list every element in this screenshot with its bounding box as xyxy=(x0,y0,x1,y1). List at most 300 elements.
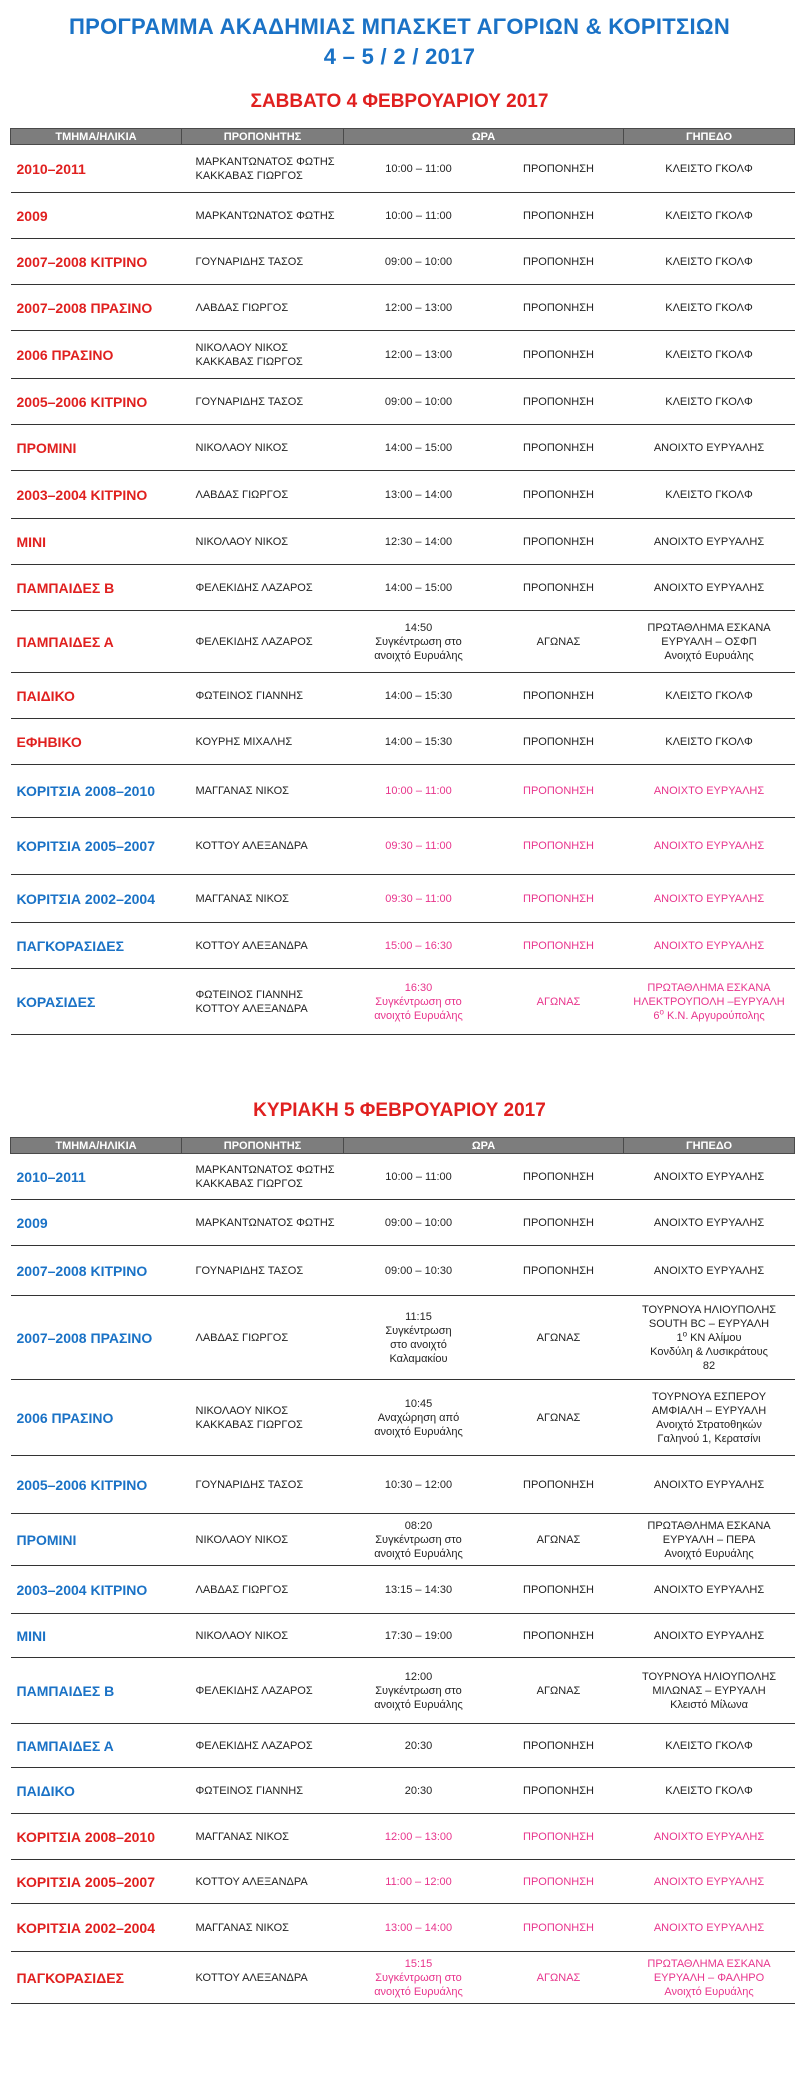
text-line: ΝΙΚΟΛΑΟΥ ΝΙΚΟΣ xyxy=(195,1533,289,1546)
venue-cell xyxy=(624,193,795,239)
text-line: ΝΙΚΟΛΑΟΥ ΝΙΚΟΣ xyxy=(195,341,289,354)
time-cell xyxy=(344,471,494,519)
activity-type-cell: ΠΡΟΠΟΝΗΣΗ xyxy=(494,519,624,565)
category-cell: 2010–2011 xyxy=(11,1154,182,1200)
coach-cell xyxy=(182,1566,344,1614)
table-row xyxy=(11,1814,795,1860)
time-cell xyxy=(344,425,494,471)
activity-type-cell: ΠΡΟΠΟΝΗΣΗ xyxy=(494,1614,624,1658)
text-line: ΑΝΟΙΧΤΟ ΕΥΡΥΑΛΗΣ xyxy=(653,1830,765,1843)
text-line: ΝΙΚΟΛΑΟΥ ΝΙΚΟΣ xyxy=(195,1404,289,1417)
venue-cell xyxy=(624,875,795,923)
activity-type-cell: ΠΡΟΠΟΝΗΣΗ xyxy=(494,425,624,471)
text-line: ΑΝΟΙΧΤΟ ΕΥΡΥΑΛΗΣ xyxy=(653,1629,765,1642)
time-cell xyxy=(344,1724,494,1768)
venue-cell xyxy=(624,1768,795,1814)
column-header-coach: ΠΡΟΠΟΝΗΤΗΣ xyxy=(182,129,344,145)
activity-type-cell: ΠΡΟΠΟΝΗΣΗ xyxy=(494,1154,624,1200)
text-line: ΝΙΚΟΛΑΟΥ ΝΙΚΟΣ xyxy=(195,441,289,454)
text-line: ΜΑΡΚΑΝΤΩΝΑΤΟΣ ΦΩΤΗΣ xyxy=(195,1163,335,1176)
activity-type-cell: ΑΓΩΝΑΣ xyxy=(494,1296,624,1380)
time-cell xyxy=(344,923,494,969)
activity-type-cell: ΑΓΩΝΑΣ xyxy=(494,1952,624,2004)
time-cell xyxy=(344,1860,494,1904)
text-line: ΜΑΡΚΑΝΤΩΝΑΤΟΣ ΦΩΤΗΣ xyxy=(195,209,335,222)
text-line: Συγκέντρωση στο xyxy=(375,1533,462,1546)
text-line: ΚΟΤΤΟΥ ΑΛΕΞΑΝΔΡΑ xyxy=(195,840,308,852)
coach-cell xyxy=(182,969,344,1035)
category-cell: ΚΟΡΙΤΣΙΑ 2002–2004 xyxy=(11,875,182,923)
text-line: Γαληνού 1, Κερατσίνι xyxy=(657,1432,761,1445)
text-line: 09:00 – 10:00 xyxy=(384,395,453,408)
coach-cell xyxy=(182,1154,344,1200)
venue-cell xyxy=(624,1904,795,1952)
category-cell: ΚΟΡΙΤΣΙΑ 2008–2010 xyxy=(11,1814,182,1860)
text-line: 09:00 – 10:30 xyxy=(384,1264,453,1277)
activity-type-cell: ΠΡΟΠΟΝΗΣΗ xyxy=(494,673,624,719)
activity-type-cell: ΠΡΟΠΟΝΗΣΗ xyxy=(494,565,624,611)
text-line: 14:00 – 15:30 xyxy=(384,735,453,748)
text-line: ΕΥΡΥΑΛΗ – ΟΣΦΠ xyxy=(661,635,757,648)
coach-cell xyxy=(182,1614,344,1658)
venue-cell xyxy=(624,1296,795,1380)
table-row xyxy=(11,565,795,611)
text-line: 17:30 – 19:00 xyxy=(384,1629,453,1642)
time-cell xyxy=(344,331,494,379)
text-line: ΓΟΥΝΑΡΙΔΗΣ ΤΑΣΟΣ xyxy=(195,395,304,408)
text-line: ΜΑΡΚΑΝΤΩΝΑΤΟΣ ΦΩΤΗΣ xyxy=(195,155,335,168)
time-cell xyxy=(344,1814,494,1860)
activity-type-cell: ΠΡΟΠΟΝΗΣΗ xyxy=(494,193,624,239)
column-header-category: ΤΜΗΜΑ/ΗΛΙΚΙΑ xyxy=(11,1138,182,1154)
coach-cell xyxy=(182,331,344,379)
time-cell xyxy=(344,1514,494,1566)
coach-cell xyxy=(182,1768,344,1814)
coach-cell xyxy=(182,923,344,969)
text-line: ΦΕΛΕΚΙΔΗΣ ΛΑΖΑΡΟΣ xyxy=(195,635,313,648)
text-line: ΦΕΛΕΚΙΔΗΣ ΛΑΖΑΡΟΣ xyxy=(195,581,313,594)
time-cell xyxy=(344,193,494,239)
text-line: στο ανοιχτό xyxy=(390,1338,447,1351)
category-cell: 2009 xyxy=(11,1200,182,1246)
text-line: ΤΟΥΡΝΟΥΑ ΗΛΙΟΥΠΟΛΗΣ xyxy=(641,1303,777,1316)
venue-cell xyxy=(624,611,795,673)
venue-cell xyxy=(624,1380,795,1456)
text-line: ΑΜΦΙΑΛΗ – ΕΥΡΥΑΛΗ xyxy=(651,1404,767,1417)
text-line: Συγκέντρωση στο xyxy=(375,635,462,648)
text-line: ΑΝΟΙΧΤΟ ΕΥΡΥΑΛΗΣ xyxy=(653,441,765,454)
table-row xyxy=(11,425,795,471)
table-row xyxy=(11,765,795,818)
activity-type-cell: ΠΡΟΠΟΝΗΣΗ xyxy=(494,379,624,425)
text-line: ΑΝΟΙΧΤΟ ΕΥΡΥΑΛΗΣ xyxy=(653,535,765,548)
time-cell xyxy=(344,1456,494,1514)
venue-cell xyxy=(624,818,795,875)
venue-cell xyxy=(624,425,795,471)
text-line: ΑΝΟΙΧΤΟ ΕΥΡΥΑΛΗΣ xyxy=(653,1583,765,1596)
category-cell: ΜΙΝΙ xyxy=(11,519,182,565)
text-line: 82 xyxy=(702,1359,716,1372)
text-line: ΛΑΒΔΑΣ ΓΙΩΡΓΟΣ xyxy=(195,1331,289,1344)
activity-type-cell: ΠΡΟΠΟΝΗΣΗ xyxy=(494,923,624,969)
text-line: SOUTH BC – ΕΥΡΥΑΛΗ xyxy=(648,1317,770,1330)
column-header-venue: ΓΗΠΕΔΟ xyxy=(624,129,795,145)
time-cell xyxy=(344,1566,494,1614)
day-title-saturday: ΣΑΒΒΑΤΟ 4 ΦΕΒΡΟΥΑΡΙΟΥ 2017 xyxy=(250,91,549,112)
time-cell xyxy=(344,1768,494,1814)
time-cell xyxy=(344,1246,494,1296)
category-cell: ΠΑΜΠΑΙΔΕΣ Α xyxy=(11,1724,182,1768)
text-line: ΚΟΤΤΟΥ ΑΛΕΞΑΝΔΡΑ xyxy=(195,939,308,952)
time-cell xyxy=(344,285,494,331)
text-line: Ανοιχτό Ευρυάλης xyxy=(664,1547,754,1560)
text-line: ανοιχτό Ευρυάλης xyxy=(374,1698,463,1711)
venue-cell xyxy=(624,1154,795,1200)
time-cell xyxy=(344,379,494,425)
venue-cell xyxy=(624,969,795,1035)
time-cell xyxy=(344,1200,494,1246)
text-line: ΑΝΟΙΧΤΟ ΕΥΡΥΑΛΗΣ xyxy=(653,1921,765,1934)
table-row xyxy=(11,611,795,673)
venue-cell xyxy=(624,145,795,193)
activity-type-cell: ΠΡΟΠΟΝΗΣΗ xyxy=(494,239,624,285)
text-line: ΗΛΕΚΤΡΟΥΠΟΛΗ –ΕΥΡΥΑΛΗ xyxy=(633,995,785,1008)
activity-type-cell: ΠΡΟΠΟΝΗΣΗ xyxy=(494,145,624,193)
activity-type-cell: ΠΡΟΠΟΝΗΣΗ xyxy=(494,471,624,519)
text-line: ΓΟΥΝΑΡΙΔΗΣ ΤΑΣΟΣ xyxy=(195,1264,304,1277)
text-line: 11:15 xyxy=(405,1310,432,1323)
text-line: Ανοιχτό Ευρυάλης xyxy=(664,1985,754,1998)
activity-type-cell: ΠΡΟΠΟΝΗΣΗ xyxy=(494,1456,624,1514)
text-line: 09:00 – 10:00 xyxy=(384,1216,453,1229)
text-line: ΚΟΤΤΟΥ ΑΛΕΞΑΝΔΡΑ xyxy=(195,1002,308,1015)
text-line: ΜΙΛΩΝΑΣ – ΕΥΡΥΑΛΗ xyxy=(652,1684,766,1697)
text-line: ΑΝΟΙΧΤΟ ΕΥΡΥΑΛΗΣ xyxy=(653,892,765,905)
coach-cell xyxy=(182,1904,344,1952)
venue-cell xyxy=(624,923,795,969)
table-row xyxy=(11,719,795,765)
venue-cell xyxy=(624,1200,795,1246)
time-cell xyxy=(344,1380,494,1456)
table-header-row xyxy=(11,1138,795,1154)
coach-cell xyxy=(182,818,344,875)
table-row xyxy=(11,1724,795,1768)
activity-type-cell: ΑΓΩΝΑΣ xyxy=(494,969,624,1035)
text-line: Κονδύλη & Λυσικράτους xyxy=(650,1345,768,1358)
activity-type-cell: ΠΡΟΠΟΝΗΣΗ xyxy=(494,1566,624,1614)
text-line: 09:00 – 10:00 xyxy=(384,255,453,268)
text-line: ΚΑΚΚΑΒΑΣ ΓΙΩΡΓΟΣ xyxy=(195,169,303,182)
text-line: ΓΟΥΝΑΡΙΔΗΣ ΤΑΣΟΣ xyxy=(195,1478,304,1491)
text-line: ΑΝΟΙΧΤΟ ΕΥΡΥΑΛΗΣ xyxy=(653,581,765,594)
coach-cell xyxy=(182,1860,344,1904)
category-cell: 2003–2004 ΚΙΤΡΙΝΟ xyxy=(11,1566,182,1614)
text-line: 13:00 – 14:00 xyxy=(384,1921,453,1934)
text-line: Συγκέντρωση xyxy=(385,1324,452,1337)
text-line: ΛΑΒΔΑΣ ΓΙΩΡΓΟΣ xyxy=(195,301,289,314)
category-cell: 2005–2006 ΚΙΤΡΙΝΟ xyxy=(11,379,182,425)
text-line: Ανοιχτό Ευρυάλης xyxy=(664,649,754,662)
venue-cell xyxy=(624,719,795,765)
text-line: 10:00 – 11:00 xyxy=(385,162,452,175)
text-line: ΑΝΟΙΧΤΟ ΕΥΡΥΑΛΗΣ xyxy=(653,1478,765,1491)
text-line: ΑΝΟΙΧΤΟ ΕΥΡΥΑΛΗΣ xyxy=(653,1170,765,1183)
text-line: ΚΛΕΙΣΤΟ ΓΚΟΛΦ xyxy=(665,255,753,268)
text-line: ΚΛΕΙΣΤΟ ΓΚΟΛΦ xyxy=(665,348,753,361)
text-line: ΑΝΟΙΧΤΟ ΕΥΡΥΑΛΗΣ xyxy=(653,840,765,852)
venue-cell xyxy=(624,379,795,425)
text-line: $6^o$ Κ.Ν. Αργυρούπολης xyxy=(653,1006,765,1022)
text-line: $1^o$ ΚΝ Αλίμου xyxy=(676,1328,742,1344)
text-line: ΚΑΚΚΑΒΑΣ ΓΙΩΡΓΟΣ xyxy=(195,1418,303,1431)
text-line: ΚΛΕΙΣΤΟ ΓΚΟΛΦ xyxy=(665,1784,753,1797)
coach-cell xyxy=(182,1514,344,1566)
text-line: ΦΩΤΕΙΝΟΣ ΓΙΑΝΝΗΣ xyxy=(195,689,304,702)
table-row xyxy=(11,285,795,331)
coach-cell xyxy=(182,1724,344,1768)
table-row xyxy=(11,519,795,565)
text-line: 14:00 – 15:30 xyxy=(384,689,453,702)
text-line: ΤΟΥΡΝΟΥΑ ΗΛΙΟΥΠΟΛΗΣ xyxy=(641,1670,777,1683)
activity-type-cell: ΠΡΟΠΟΝΗΣΗ xyxy=(494,875,624,923)
category-cell: ΠΑΜΠΑΙΔΕΣ Β xyxy=(11,565,182,611)
text-line: ΦΩΤΕΙΝΟΣ ΓΙΑΝΝΗΣ xyxy=(195,1784,304,1797)
coach-cell xyxy=(182,765,344,818)
coach-cell xyxy=(182,1814,344,1860)
venue-cell xyxy=(624,519,795,565)
activity-type-cell: ΠΡΟΠΟΝΗΣΗ xyxy=(494,1860,624,1904)
category-cell: ΚΟΡΑΣΙΔΕΣ xyxy=(11,969,182,1035)
category-cell: ΚΟΡΙΤΣΙΑ 2002–2004 xyxy=(11,1904,182,1952)
table-row xyxy=(11,471,795,519)
time-cell xyxy=(344,1154,494,1200)
category-cell: 2007–2008 ΠΡΑΣΙΝΟ xyxy=(11,1296,182,1380)
text-line: ανοιχτό Ευρυάλης xyxy=(374,1985,463,1998)
text-line: 10:00 – 11:00 xyxy=(385,785,452,797)
text-line: ανοιχτό Ευρυάλης xyxy=(374,1425,463,1438)
text-line: ΜΑΓΓΑΝΑΣ ΝΙΚΟΣ xyxy=(195,1830,289,1843)
text-line: ΛΑΒΔΑΣ ΓΙΩΡΓΟΣ xyxy=(195,1583,289,1596)
column-header-coach: ΠΡΟΠΟΝΗΤΗΣ xyxy=(182,1138,344,1154)
category-cell: ΠΑΜΠΑΙΔΕΣ Α xyxy=(11,611,182,673)
venue-cell xyxy=(624,1514,795,1566)
text-line: ΚΛΕΙΣΤΟ ΓΚΟΛΦ xyxy=(665,162,753,175)
text-line: Κλειστό Μίλωνα xyxy=(670,1698,748,1711)
text-line: ΚΑΚΚΑΒΑΣ ΓΙΩΡΓΟΣ xyxy=(195,1177,303,1190)
text-line: ΜΑΓΓΑΝΑΣ ΝΙΚΟΣ xyxy=(195,785,289,797)
text-line: 12:00 xyxy=(404,1670,433,1683)
table-row xyxy=(11,1658,795,1724)
text-line: ΕΥΡΥΑΛΗ – ΠΕΡΑ xyxy=(662,1533,756,1546)
category-cell: ΕΦΗΒΙΚΟ xyxy=(11,719,182,765)
venue-cell xyxy=(624,1860,795,1904)
activity-type-cell: ΠΡΟΠΟΝΗΣΗ xyxy=(494,719,624,765)
activity-type-cell: ΠΡΟΠΟΝΗΣΗ xyxy=(494,285,624,331)
category-cell: ΚΟΡΙΤΣΙΑ 2005–2007 xyxy=(11,818,182,875)
text-line: Συγκέντρωση στο xyxy=(375,995,462,1008)
coach-cell xyxy=(182,1296,344,1380)
category-cell: 2007–2008 ΚΙΤΡΙΝΟ xyxy=(11,239,182,285)
text-line: Καλαμακίου xyxy=(389,1352,448,1365)
table-row xyxy=(11,1860,795,1904)
activity-type-cell: ΠΡΟΠΟΝΗΣΗ xyxy=(494,1814,624,1860)
coach-cell xyxy=(182,1200,344,1246)
table-row xyxy=(11,379,795,425)
time-cell xyxy=(344,519,494,565)
venue-cell xyxy=(624,1814,795,1860)
table-row xyxy=(11,1514,795,1566)
category-cell: 2006 ΠΡΑΣΙΝΟ xyxy=(11,331,182,379)
venue-cell xyxy=(624,1614,795,1658)
text-line: Συγκέντρωση στο xyxy=(375,1971,462,1984)
text-line: Αναχώρηση από xyxy=(377,1411,460,1424)
activity-type-cell: ΠΡΟΠΟΝΗΣΗ xyxy=(494,765,624,818)
category-cell: 2009 xyxy=(11,193,182,239)
text-line: 10:45 xyxy=(404,1397,433,1410)
category-cell: ΠΡΟΜΙΝΙ xyxy=(11,1514,182,1566)
coach-cell xyxy=(182,673,344,719)
text-line: ανοιχτό Ευρυάλης xyxy=(374,1009,463,1022)
coach-cell xyxy=(182,1380,344,1456)
text-line: ΚΛΕΙΣΤΟ ΓΚΟΛΦ xyxy=(665,209,753,222)
category-cell: ΜΙΝΙ xyxy=(11,1614,182,1658)
text-line: 14:00 – 15:00 xyxy=(384,441,453,454)
table-row xyxy=(11,818,795,875)
activity-type-cell: ΑΓΩΝΑΣ xyxy=(494,1658,624,1724)
text-line: ΑΝΟΙΧΤΟ ΕΥΡΥΑΛΗΣ xyxy=(653,1264,765,1277)
text-line: ανοιχτό Ευρυάλης xyxy=(374,1547,463,1560)
text-line: ΚΛΕΙΣΤΟ ΓΚΟΛΦ xyxy=(665,689,753,702)
venue-cell xyxy=(624,471,795,519)
text-line: ΠΡΩΤΑΘΛΗΜΑ ΕΣΚΑΝΑ xyxy=(647,981,771,994)
venue-cell xyxy=(624,239,795,285)
text-line: ΤΟΥΡΝΟΥΑ ΕΣΠΕΡΟΥ xyxy=(651,1390,767,1403)
coach-cell xyxy=(182,285,344,331)
column-header-venue: ΓΗΠΕΔΟ xyxy=(624,1138,795,1154)
coach-cell xyxy=(182,145,344,193)
table-row xyxy=(11,1614,795,1658)
text-line: ΑΝΟΙΧΤΟ ΕΥΡΥΑΛΗΣ xyxy=(653,785,765,797)
coach-cell xyxy=(182,379,344,425)
category-cell: ΠΑΙΔΙΚΟ xyxy=(11,673,182,719)
table-row xyxy=(11,1200,795,1246)
category-cell: 2007–2008 ΠΡΑΣΙΝΟ xyxy=(11,285,182,331)
schedule-table-saturday xyxy=(10,128,795,1035)
text-line: ΚΛΕΙΣΤΟ ΓΚΟΛΦ xyxy=(665,395,753,408)
coach-cell xyxy=(182,611,344,673)
activity-type-cell: ΠΡΟΠΟΝΗΣΗ xyxy=(494,1724,624,1768)
time-cell xyxy=(344,239,494,285)
category-cell: 2006 ΠΡΑΣΙΝΟ xyxy=(11,1380,182,1456)
coach-cell xyxy=(182,519,344,565)
category-cell: ΠΑΙΔΙΚΟ xyxy=(11,1768,182,1814)
category-cell: ΠΡΟΜΙΝΙ xyxy=(11,425,182,471)
coach-cell xyxy=(182,239,344,285)
coach-cell xyxy=(182,1456,344,1514)
text-line: ΠΡΩΤΑΘΛΗΜΑ ΕΣΚΑΝΑ xyxy=(647,1957,771,1970)
venue-cell xyxy=(624,1952,795,2004)
time-cell xyxy=(344,145,494,193)
venue-cell xyxy=(624,1246,795,1296)
text-line: ανοιχτό Ευρυάλης xyxy=(374,649,463,662)
text-line: 15:00 – 16:30 xyxy=(384,939,453,952)
text-line: ΦΩΤΕΙΝΟΣ ΓΙΑΝΝΗΣ xyxy=(195,988,304,1001)
table-row xyxy=(11,969,795,1035)
venue-cell xyxy=(624,1456,795,1514)
time-cell xyxy=(344,565,494,611)
table-row xyxy=(11,331,795,379)
category-cell: ΚΟΡΙΤΣΙΑ 2005–2007 xyxy=(11,1860,182,1904)
day-title-sunday: ΚΥΡΙΑΚΗ 5 ΦΕΒΡΟΥΑΡΙΟΥ 2017 xyxy=(253,1100,546,1121)
text-line: Συγκέντρωση στο xyxy=(375,1684,462,1697)
text-line: ΛΑΒΔΑΣ ΓΙΩΡΓΟΣ xyxy=(195,488,289,501)
activity-type-cell: ΠΡΟΠΟΝΗΣΗ xyxy=(494,1768,624,1814)
text-line: 16:30 xyxy=(404,981,433,994)
text-line: 20:30 xyxy=(404,1784,433,1797)
time-cell xyxy=(344,1904,494,1952)
column-header-category: ΤΜΗΜΑ/ΗΛΙΚΙΑ xyxy=(11,129,182,145)
category-cell: 2010–2011 xyxy=(11,145,182,193)
text-line: ΜΑΓΓΑΝΑΣ ΝΙΚΟΣ xyxy=(195,892,289,905)
time-cell xyxy=(344,1952,494,2004)
text-line: ΚΑΚΚΑΒΑΣ ΓΙΩΡΓΟΣ xyxy=(195,355,303,368)
text-line: 15:15 xyxy=(404,1957,433,1970)
time-cell xyxy=(344,1658,494,1724)
coach-cell xyxy=(182,471,344,519)
text-line: 12:00 – 13:00 xyxy=(384,1830,453,1843)
text-line: ΝΙΚΟΛΑΟΥ ΝΙΚΟΣ xyxy=(195,535,289,548)
table-row xyxy=(11,1768,795,1814)
table-row xyxy=(11,1246,795,1296)
coach-cell xyxy=(182,1952,344,2004)
text-line: ΠΡΩΤΑΘΛΗΜΑ ΕΣΚΑΝΑ xyxy=(647,1519,771,1532)
coach-cell xyxy=(182,193,344,239)
activity-type-cell: ΠΡΟΠΟΝΗΣΗ xyxy=(494,1246,624,1296)
page-title: ΠΡΟΓΡΑΜΜΑ ΑΚΑΔΗΜΙΑΣ ΜΠΑΣΚΕΤ ΑΓΟΡΙΩΝ & ΚΟΡΙΤΣΙΩΝ xyxy=(68,14,731,39)
time-cell xyxy=(344,1296,494,1380)
text-line: ΑΝΟΙΧΤΟ ΕΥΡΥΑΛΗΣ xyxy=(653,939,765,952)
column-header-time: ΩΡΑ xyxy=(344,1138,624,1154)
coach-cell xyxy=(182,425,344,471)
text-line: 09:30 – 11:00 xyxy=(385,840,452,852)
venue-cell xyxy=(624,1658,795,1724)
text-line: ΚΛΕΙΣΤΟ ΓΚΟΛΦ xyxy=(665,301,753,314)
category-cell: 2005–2006 ΚΙΤΡΙΝΟ xyxy=(11,1456,182,1514)
venue-cell xyxy=(624,673,795,719)
text-line: 10:00 – 11:00 xyxy=(385,1170,452,1183)
category-cell: ΠΑΓΚΟΡΑΣΙΔΕΣ xyxy=(11,1952,182,2004)
text-line: Ανοιχτό Στρατοθηκών xyxy=(656,1418,762,1431)
coach-cell xyxy=(182,1246,344,1296)
venue-cell xyxy=(624,285,795,331)
activity-type-cell: ΠΡΟΠΟΝΗΣΗ xyxy=(494,331,624,379)
time-cell xyxy=(344,765,494,818)
text-line: ΓΟΥΝΑΡΙΔΗΣ ΤΑΣΟΣ xyxy=(195,255,304,268)
schedule-table-sunday xyxy=(10,1137,795,2004)
text-line: ΚΟΤΤΟΥ ΑΛΕΞΑΝΔΡΑ xyxy=(195,1971,308,1984)
category-cell: ΠΑΜΠΑΙΔΕΣ Β xyxy=(11,1658,182,1724)
activity-type-cell: ΠΡΟΠΟΝΗΣΗ xyxy=(494,1904,624,1952)
time-cell xyxy=(344,1614,494,1658)
venue-cell xyxy=(624,331,795,379)
coach-cell xyxy=(182,719,344,765)
text-line: 10:00 – 11:00 xyxy=(385,209,452,222)
time-cell xyxy=(344,719,494,765)
table-row xyxy=(11,193,795,239)
text-line: ΑΝΟΙΧΤΟ ΕΥΡΥΑΛΗΣ xyxy=(653,1875,765,1888)
text-line: 10:30 – 12:00 xyxy=(384,1478,453,1491)
text-line: ΦΕΛΕΚΙΔΗΣ ΛΑΖΑΡΟΣ xyxy=(195,1739,313,1752)
